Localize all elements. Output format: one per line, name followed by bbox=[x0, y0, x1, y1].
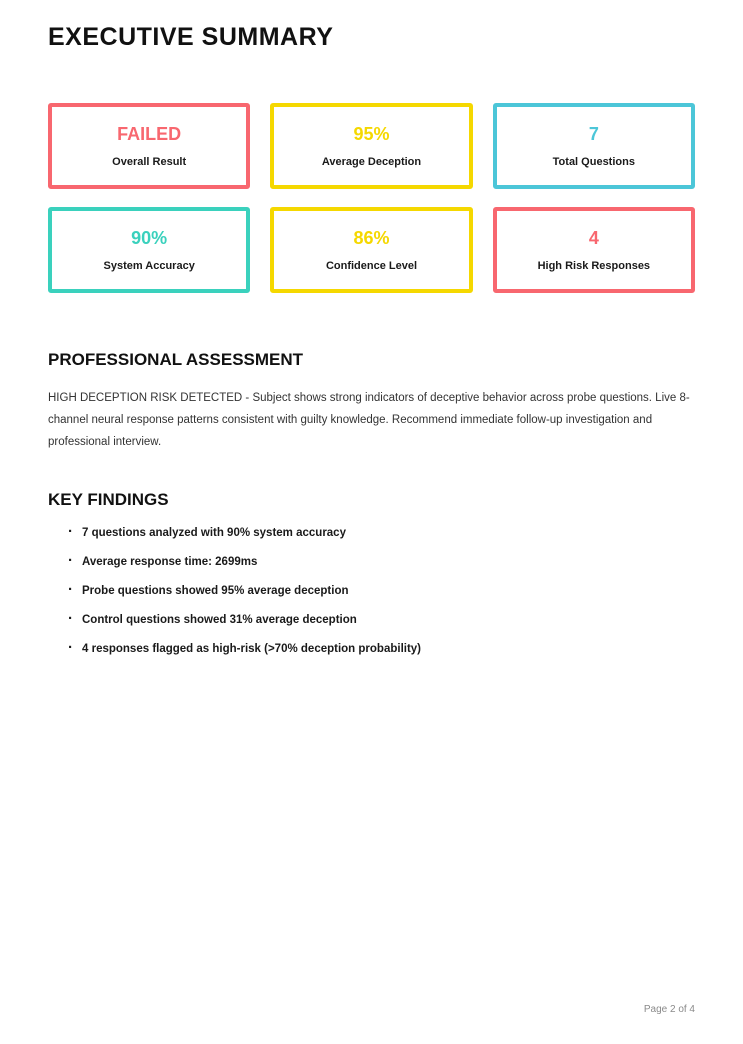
metric-value: 90% bbox=[131, 228, 168, 248]
metric-label: High Risk Responses bbox=[537, 260, 651, 272]
metric-value: 95% bbox=[353, 124, 390, 144]
list-item: · Probe questions showed 95% average deception bbox=[68, 583, 695, 599]
metric-card-confidence-level bbox=[270, 207, 472, 293]
metrics-grid bbox=[48, 103, 695, 293]
page-title: EXECUTIVE SUMMARY bbox=[48, 23, 334, 51]
findings-list bbox=[48, 525, 695, 657]
metric-label: System Accuracy bbox=[103, 260, 195, 272]
assessment-heading: PROFESSIONAL ASSESSMENT bbox=[48, 350, 304, 369]
assessment-body: HIGH DECEPTION RISK DETECTED - Subject shows strong indicators of deceptive behavior across probe questions. Live 8-channel neural response patterns consistent with guilty knowledge. Recommend immediate follow-up investigation and professional interview. bbox=[48, 392, 690, 448]
list-item: · Control questions showed 31% average deception bbox=[68, 612, 695, 628]
metric-value: FAILED bbox=[117, 124, 182, 144]
metric-value: 4 bbox=[588, 228, 599, 248]
metric-label: Total Questions bbox=[552, 156, 635, 168]
list-item: · 7 questions analyzed with 90% system accuracy bbox=[68, 525, 695, 541]
page-footer: Page 2 of 4 bbox=[643, 1004, 695, 1015]
metric-label: Average Deception bbox=[321, 156, 422, 168]
metric-label: Overall Result bbox=[112, 156, 187, 168]
metric-value: 86% bbox=[353, 228, 390, 248]
section-professional-assessment bbox=[48, 349, 695, 453]
metric-card-total-questions bbox=[493, 103, 695, 189]
findings-heading: KEY FINDINGS bbox=[48, 490, 169, 509]
metric-card-system-accuracy bbox=[48, 207, 250, 293]
metric-card-overall-result bbox=[48, 103, 250, 189]
metric-value: 7 bbox=[588, 124, 599, 144]
metric-label: Confidence Level bbox=[325, 260, 418, 272]
list-item: · 4 responses flagged as high-risk (>70% deception probability) bbox=[68, 641, 695, 657]
metric-card-average-deception bbox=[270, 103, 472, 189]
section-key-findings bbox=[48, 489, 695, 657]
list-item: · Average response time: 2699ms bbox=[68, 554, 695, 570]
metric-card-high-risk-responses bbox=[493, 207, 695, 293]
